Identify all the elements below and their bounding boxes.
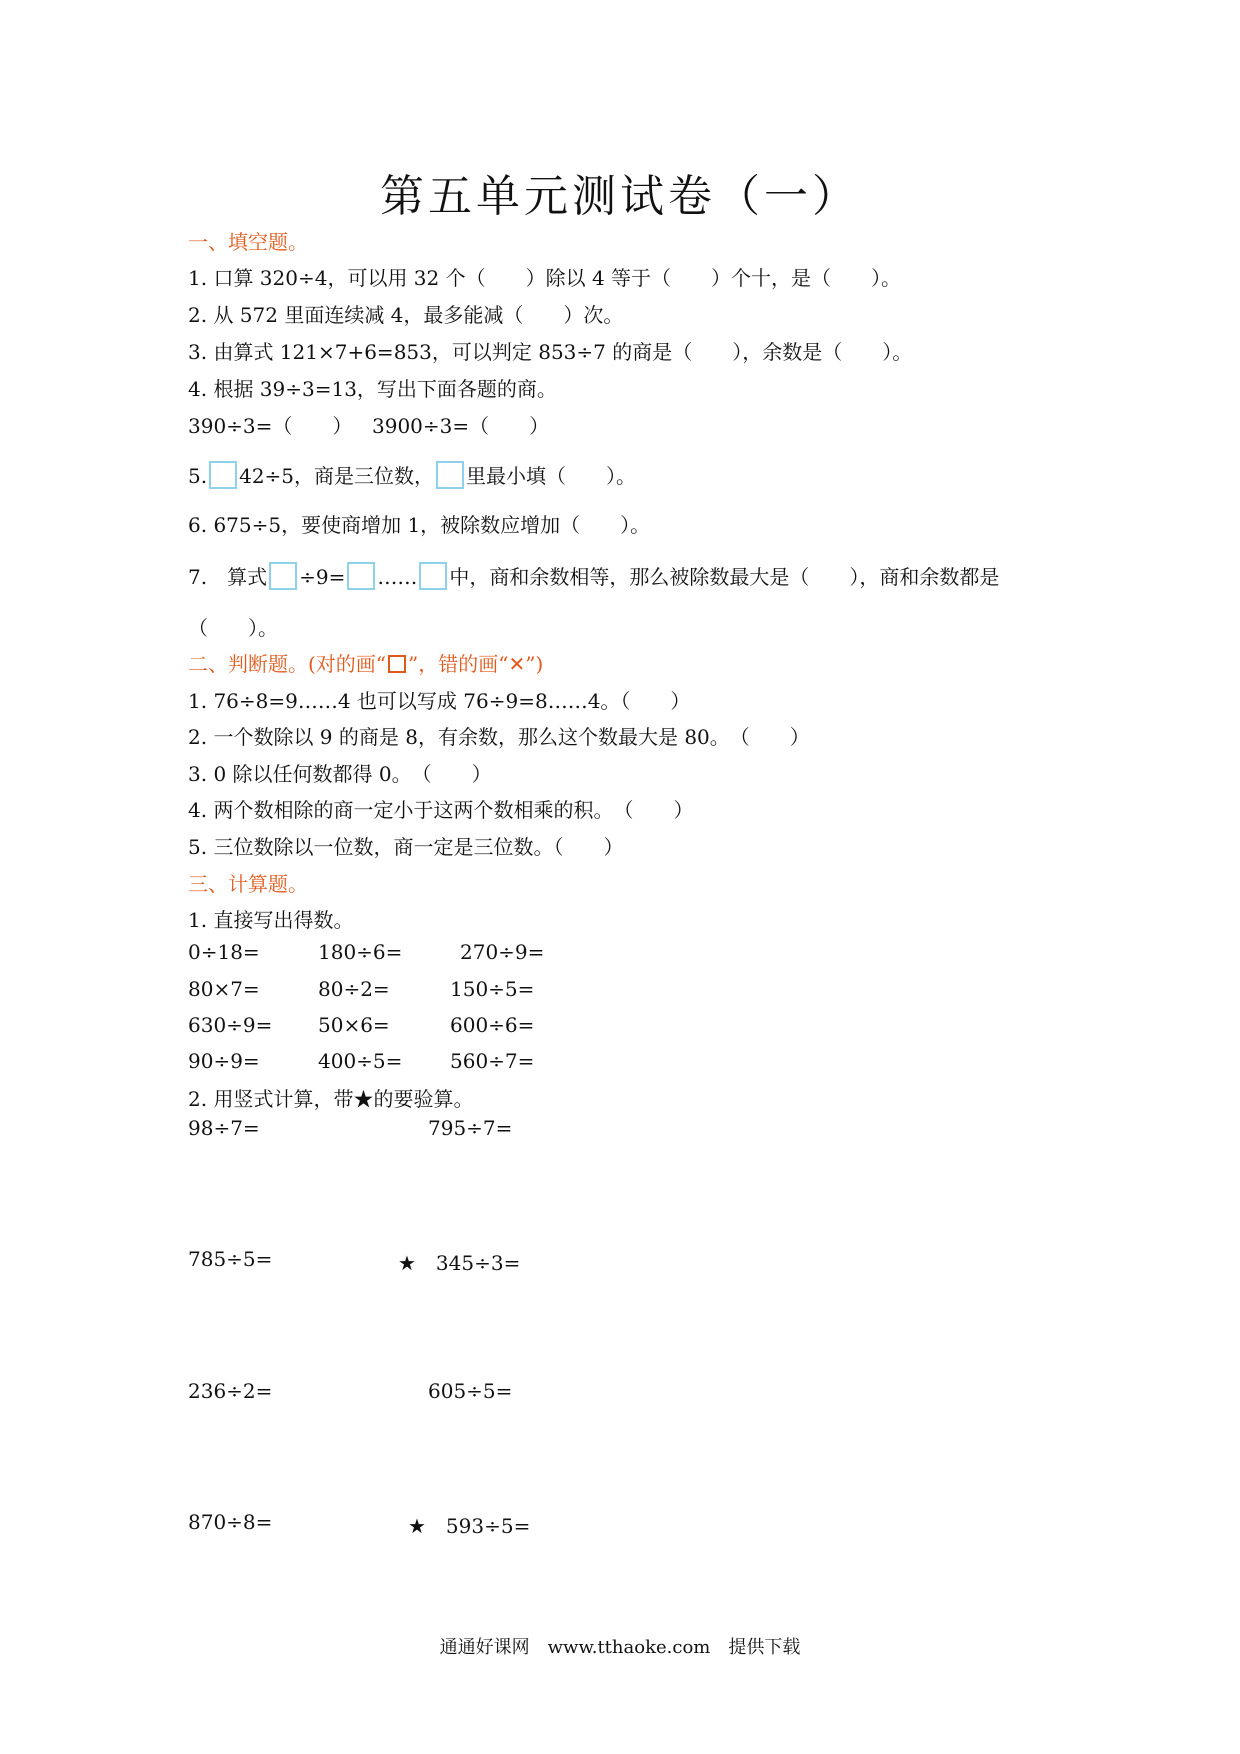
q7-suffix: 中，商和余数相等，那么被除数最大是（ ），商和余数都是 [449,565,1000,589]
oral-cell: 180÷6= [318,940,403,964]
question-1-2: 2. 从 572 里面连续减 4，最多能减（ ）次。 [188,303,624,327]
vertical-cell: 236÷2= [188,1379,273,1403]
question-1-4b: 3900÷3=（ ） [372,414,550,438]
blank-box [209,461,237,489]
q7-div: ÷9= [299,565,346,589]
question-2-2: 2. 一个数除以 9 的商是 8，有余数，那么这个数最大是 80。 （ ） [188,725,810,749]
question-1-6: 6. 675÷5，要使商增加 1，被除数应增加（ ）。 [188,513,651,537]
question-1-4: 4. 根据 39÷3=13，写出下面各题的商。 [188,377,557,401]
vertical-cell: 98÷7= [188,1116,260,1140]
blank-box [419,562,447,590]
oral-cell: 630÷9= [188,1013,273,1037]
question-2-5: 5. 三位数除以一位数，商一定是三位数。（ ） [188,835,624,859]
question-1-1: 1. 口算 320÷4，可以用 32 个（ ）除以 4 等于（ ）个十，是（ ）。 [188,266,902,290]
oral-cell: 150÷5= [450,977,535,1001]
oral-cell: 560÷7= [450,1049,535,1073]
oral-cell: 90÷9= [188,1049,260,1073]
question-1-4a: 390÷3=（ ） [188,414,353,438]
question-2-1: 1. 76÷8=9……4 也可以写成 76÷9=8……4。（ ） [188,689,691,713]
question-1-7-end: （ ）。 [188,616,278,640]
q5-suffix: 里最小填（ ）。 [466,464,637,488]
section-heading-judge [188,648,543,677]
judge-heading-c: ”) [525,652,544,676]
page-title: 第五单元测试卷（一） [380,171,860,222]
calc-sub-2: 2. 用竖式计算，带★的要验算。 [188,1087,474,1111]
question-1-7 [188,561,999,590]
oral-cell: 80÷2= [318,977,390,1001]
vertical-cell: ★ 345÷3= [398,1251,521,1275]
question-1-3: 3. 由算式 121×7+6=853，可以判定 853÷7 的商是（ ），余数是（ ）。 [188,340,913,364]
oral-cell: 0÷18= [188,940,260,964]
oral-cell: 600÷6= [450,1013,535,1037]
q5-prefix: 5. [188,464,208,488]
calc-sub-1: 1. 直接写出得数。 [188,908,354,932]
vertical-cell: 870÷8= [188,1510,273,1534]
blank-box [269,562,297,590]
q7-prefix: 7. 算式 [188,565,268,589]
section-heading-calc: 三、计算题。 [188,872,308,896]
oral-cell: 400÷5= [318,1049,403,1073]
blank-box [436,461,464,489]
check-box-icon [388,655,406,673]
q5-mid: 42÷5，商是三位数， [239,464,435,488]
vertical-cell: ★ 593÷5= [408,1514,531,1538]
question-2-3: 3. 0 除以任何数都得 0。 （ ） [188,762,492,786]
judge-heading-a: 二、判断题。(对的画“ [188,652,387,676]
judge-heading-b: ”，错的画“ [408,652,509,676]
vertical-cell: 785÷5= [188,1247,273,1271]
question-1-5 [188,460,636,489]
vertical-cell: 795÷7= [428,1116,513,1140]
section-heading-fill: 一、填空题。 [188,230,308,254]
blank-box [347,562,375,590]
q7-dots: …… [377,565,418,589]
oral-cell: 270÷9= [460,940,545,964]
vertical-cell: 605÷5= [428,1379,513,1403]
footer-credit: 通通好课网 www.tthaoke.com 提供下载 [439,1637,801,1658]
question-2-4: 4. 两个数相除的商一定小于这两个数相乘的积。 （ ） [188,798,694,822]
oral-cell: 80×7= [188,977,260,1001]
oral-cell: 50×6= [318,1013,390,1037]
cross-icon: ✕ [508,652,526,676]
